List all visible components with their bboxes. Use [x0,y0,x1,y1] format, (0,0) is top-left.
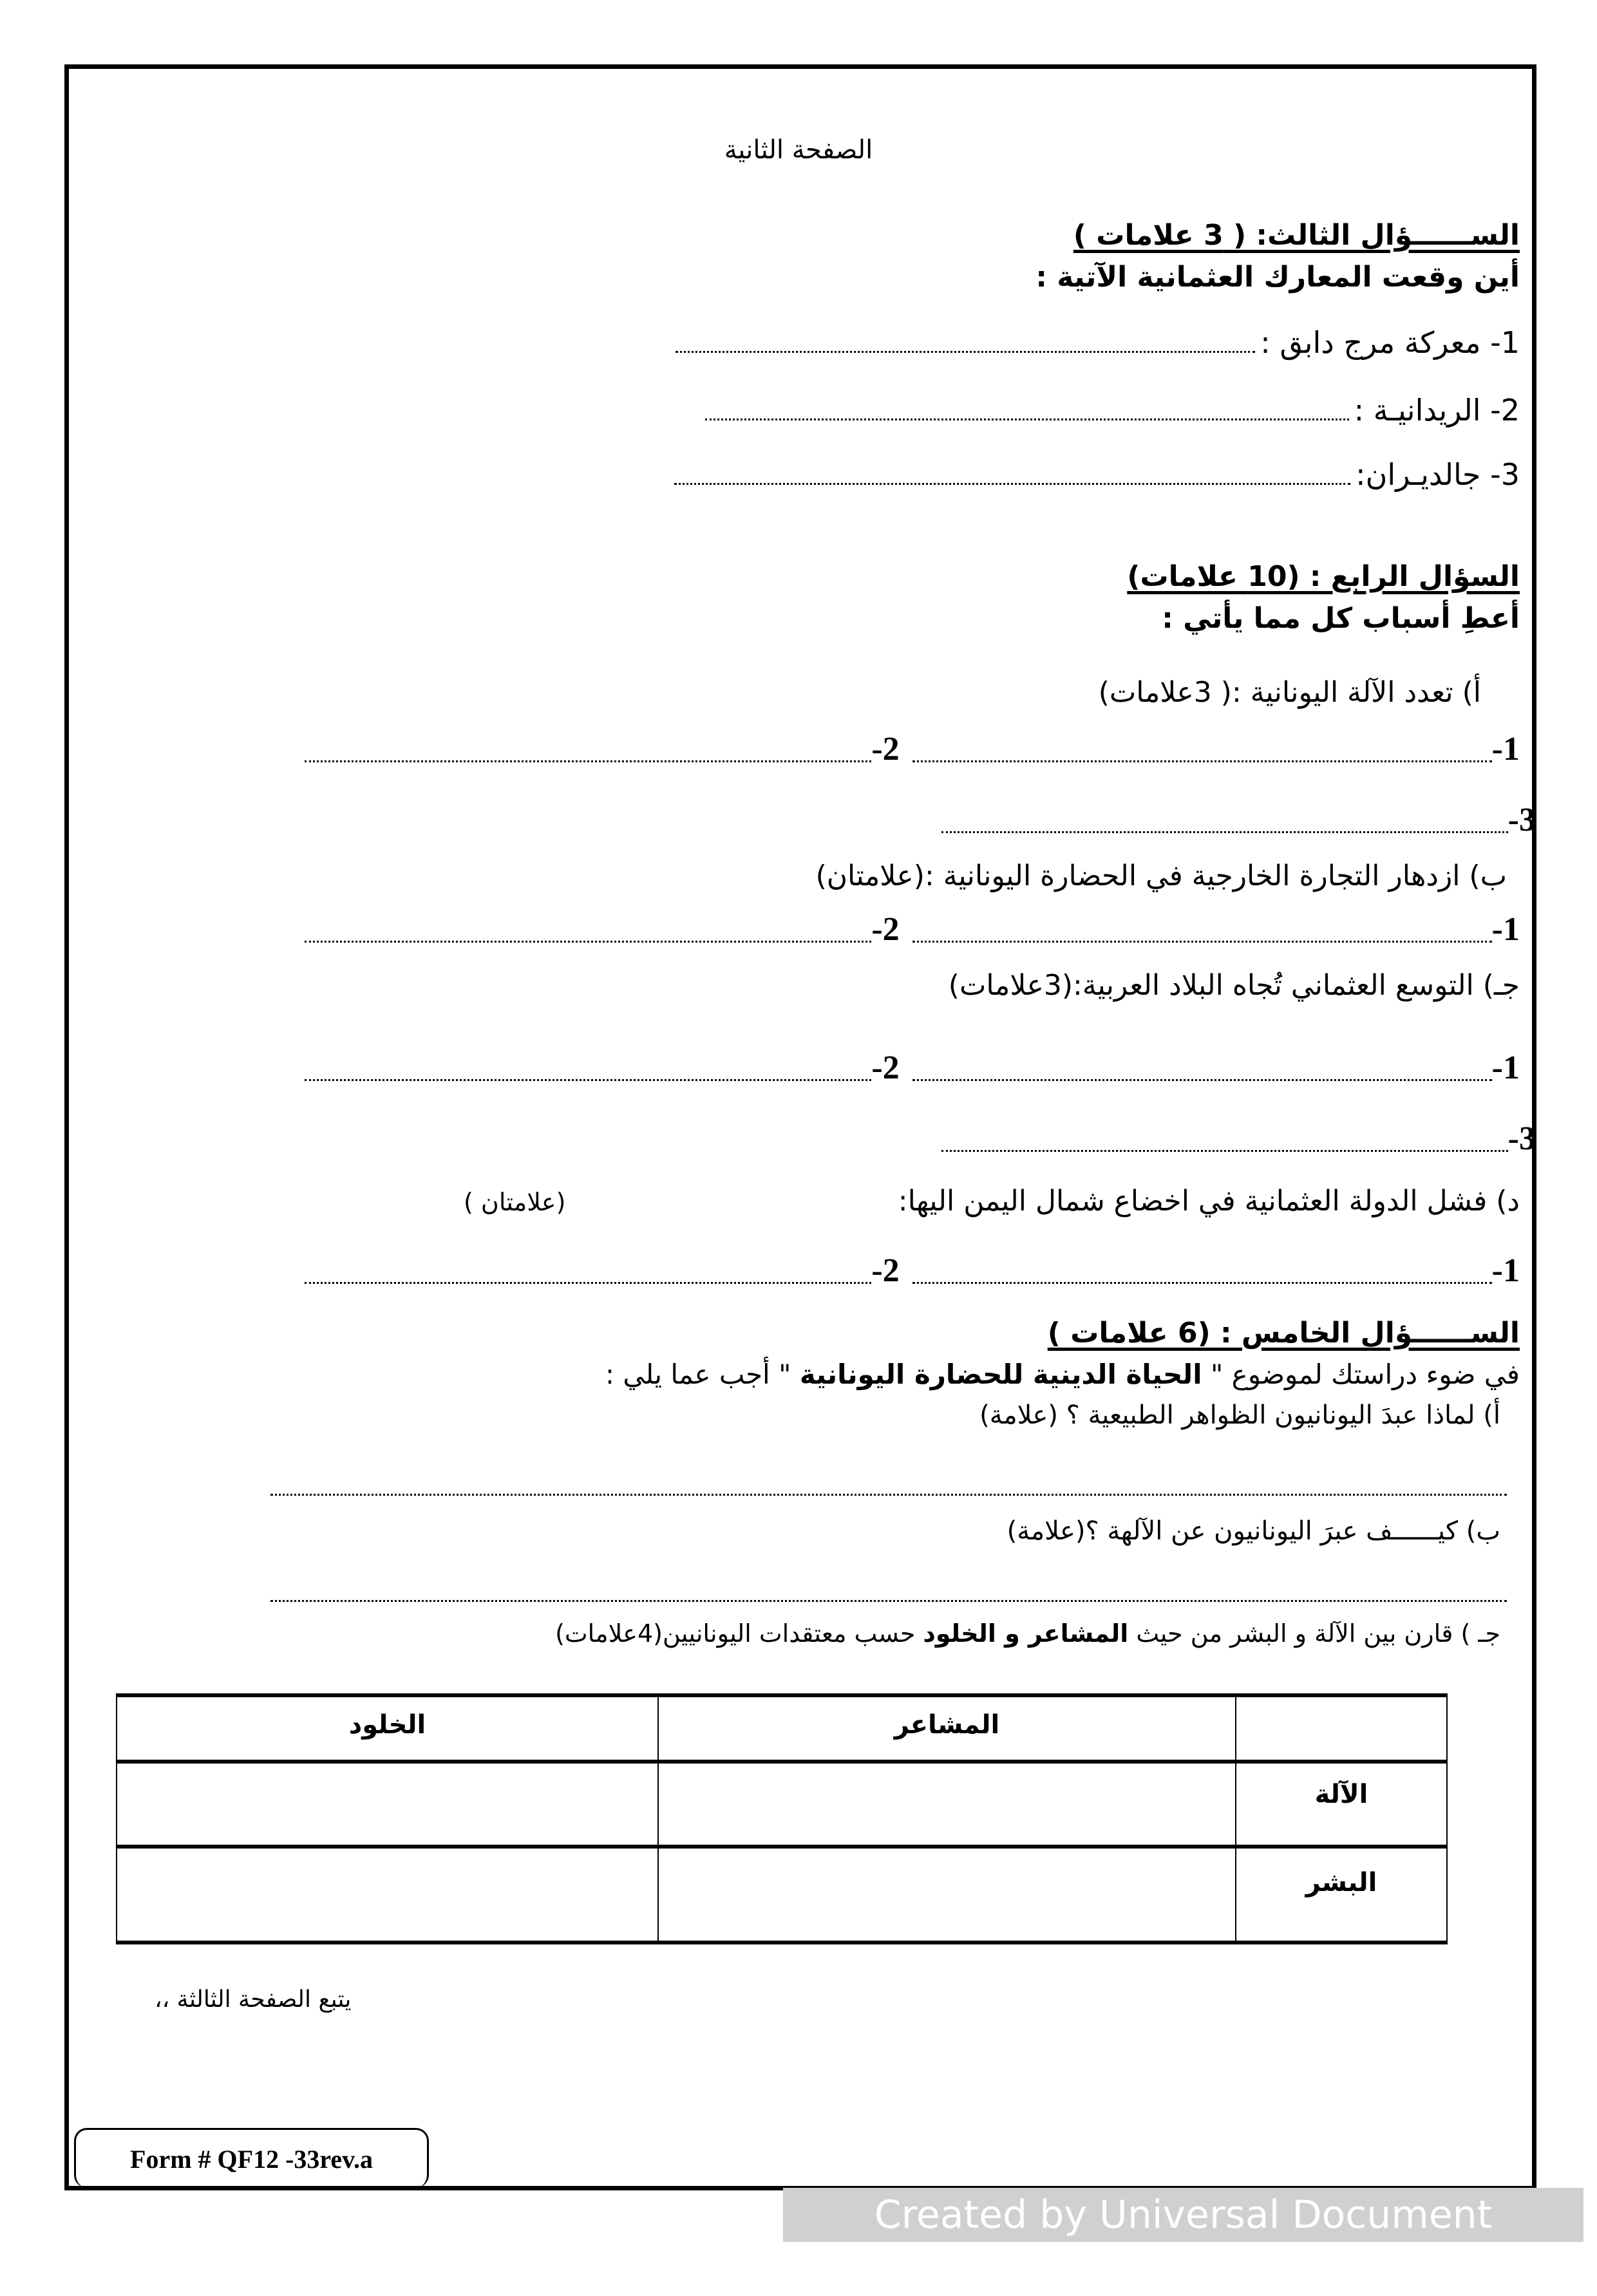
answer-field[interactable] [912,760,1492,762]
answer-field[interactable] [676,351,1255,353]
q5-part-c-before: جـ ) قارن بين الآلة و البشر من حيث [1128,1619,1500,1648]
answer-number: 2- [871,731,900,767]
q4-title: السؤال الرابع : (10 علامات) [1127,560,1520,593]
q4-part-d-row-1 [305,1249,1520,1288]
table-row [117,1762,1447,1847]
table-cell-answer[interactable] [117,1847,658,1943]
q4-part-c: جـ) التوسع العثماني تُجاه البلاد العربية:(3علامات) [948,969,1520,1002]
q3-item-3 [674,457,1520,492]
page-label: الصفحة الثانية [724,135,873,165]
q4-part-c-row-1 [305,1046,1520,1085]
q4-part-d-mark: ( علامتان) [464,1188,566,1216]
table-header-row [117,1695,1447,1762]
q4-part-c-row-2 [941,1117,1536,1156]
answer-number: 1- [1491,1252,1520,1289]
q5-part-c [555,1619,1500,1648]
q3-instruction: أين وقعت المعارك العثمانية الآتية : [1035,261,1520,294]
form-number-box [74,2128,429,2188]
q3-item-2 [705,393,1520,428]
table-header-feelings: المشاعر [658,1695,1236,1762]
answer-field[interactable] [305,760,871,762]
q5-part-b: ب) كيــــــف عبرَ اليونانيون عن الآلهة ؟(علامة) [1006,1516,1500,1546]
form-number: Form # QF12 -33rev.a [130,2144,373,2174]
table-row [117,1847,1447,1943]
answer-number: 3- [1507,802,1536,838]
watermark: Created by Universal Document Converter [783,2188,1583,2242]
answer-number: 3- [1507,1120,1536,1157]
q4-part-a-row-2 [941,798,1536,837]
q3-item-label: 3- جالديـران: [1356,457,1520,492]
table-row-label: الآلة [1236,1762,1447,1847]
q4-part-a-row-1 [305,728,1520,766]
table-cell-answer[interactable] [658,1847,1236,1943]
table-header-immortality: الخلود [117,1695,658,1762]
answer-number: 2- [871,1049,900,1086]
comparison-table [116,1693,1448,1944]
answer-field[interactable] [305,1079,871,1081]
answer-field[interactable] [305,1282,871,1284]
answer-field[interactable] [912,1079,1492,1081]
q4-instruction: أعطِ أسباب كل مما يأتي : [1162,602,1520,635]
answer-number: 1- [1491,731,1520,767]
q5-intro-before: في ضوء دراستك لموضوع " [1202,1359,1520,1390]
q5-part-a: أ) لماذا عبدَ اليونانيون الظواهر الطبيعية ؟ (علامة) [979,1400,1500,1430]
answer-field[interactable] [705,419,1349,420]
q3-item-label: 1- معركة مرج دابق : [1260,325,1520,360]
q4-part-a: أ) تعدد الآلة اليونانية :( 3علامات) [1098,676,1481,709]
answer-field[interactable] [674,483,1350,485]
answer-field[interactable] [912,1282,1492,1284]
answer-number: 1- [1491,911,1520,948]
answer-number: 1- [1491,1049,1520,1086]
q4-part-b: ب) ازدهار التجارة الخارجية في الحضارة اليونانية :(علامتان) [815,860,1507,892]
table-cell-answer[interactable] [658,1762,1236,1847]
table-header-cell-empty [1236,1695,1447,1762]
q5-intro [605,1359,1520,1390]
q5-title: الســــــؤال الخامس : (6 علامات ) [1047,1317,1520,1350]
q4-part-d: د) فشل الدولة العثمانية في اخضاع شمال اليمن اليها: [898,1185,1520,1218]
answer-field[interactable] [912,941,1492,943]
q3-item-1 [676,325,1520,360]
q5-part-a-answer[interactable] [270,1494,1507,1496]
continue-note: يتبع الصفحة الثالثة ،، [155,1986,352,2013]
q5-intro-after: " أجب عما يلي : [605,1359,800,1390]
answer-field[interactable] [941,831,1508,833]
q5-part-c-topic: المشاعر و الخلود [923,1619,1129,1648]
q5-intro-topic: الحياة الدينية للحضارة اليونانية [799,1359,1202,1390]
q3-item-label: 2- الريدانيـة : [1354,393,1520,428]
answer-field[interactable] [305,941,871,943]
q5-part-b-answer[interactable] [270,1600,1507,1602]
answer-field[interactable] [941,1150,1508,1152]
table-row-label: البشر [1236,1847,1447,1943]
table-cell-answer[interactable] [117,1762,658,1847]
q4-part-b-row-1 [305,908,1520,946]
answer-number: 2- [871,911,900,948]
q3-title: الســــــؤال الثالث: ( 3 علامات ) [1073,219,1520,252]
answer-number: 2- [871,1252,900,1289]
q5-part-c-after: حسب معتقدات اليونانيين(4علامات) [555,1619,923,1648]
